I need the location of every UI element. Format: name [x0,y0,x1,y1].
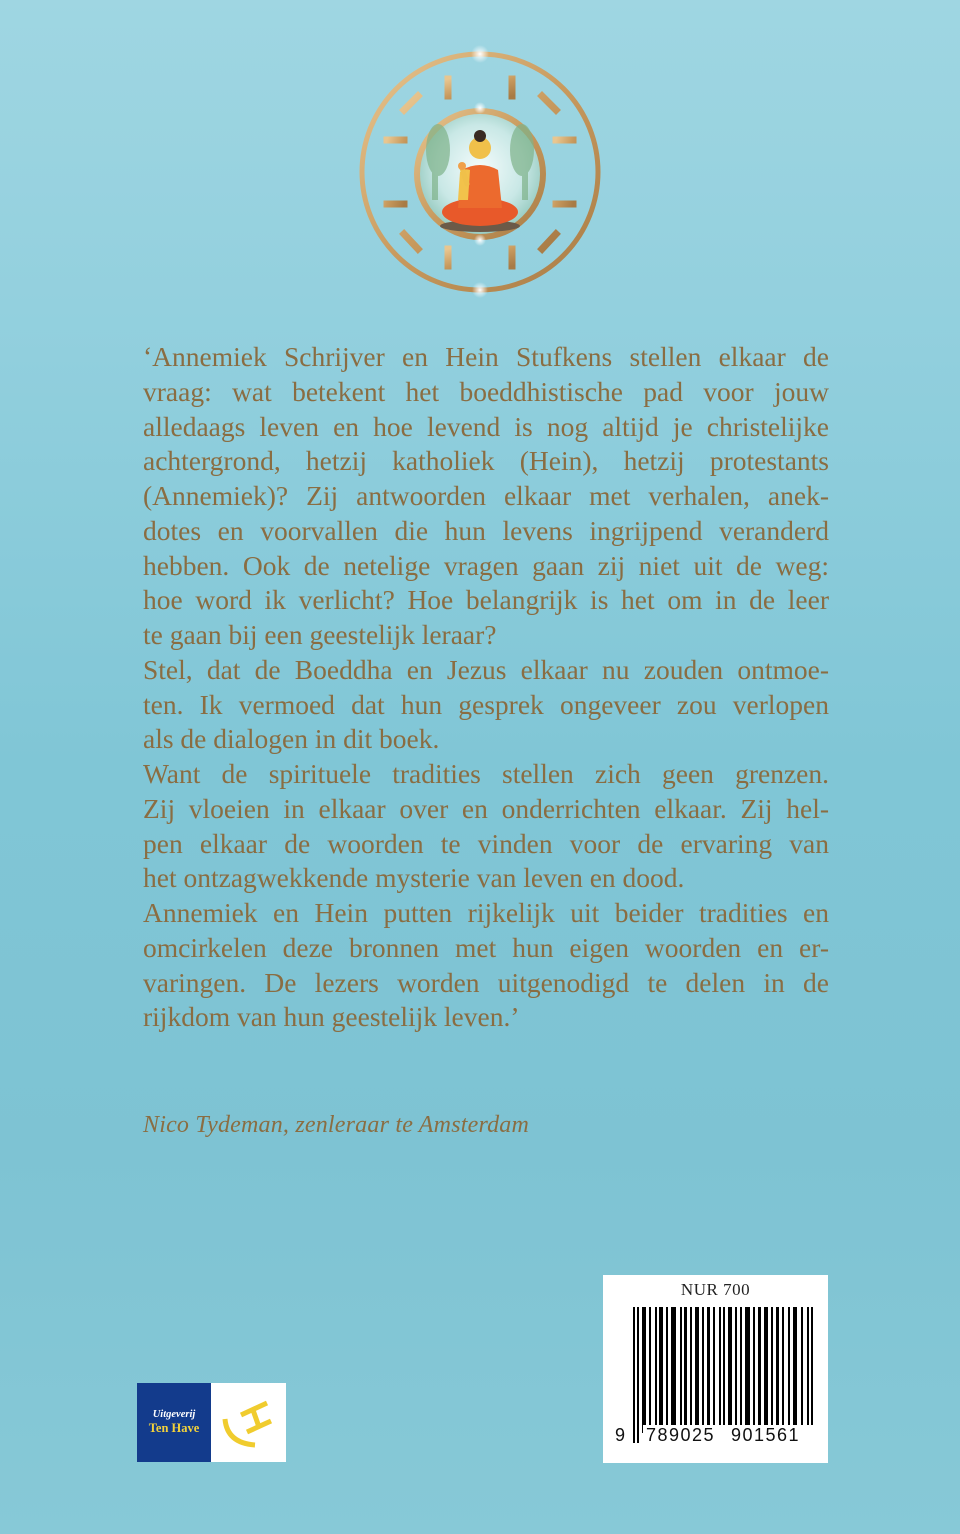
blurb-line: te gaan bij een geestelijk leraar? [143,619,497,650]
publisher-name: Ten Have [148,1421,200,1435]
buddha-medallion [355,40,605,305]
isbn-number [615,1425,820,1446]
isbn-group-1: 789025 [643,1425,726,1446]
blurb-line: omcirkelen deze bronnen met hun eigen woorden en er- [143,931,829,963]
back-cover-blurb [143,340,829,1035]
blurb-line: hoe word ik verlicht? Hoe belangrijk is het om in de leer [143,584,829,616]
isbn-prefix: 9 [615,1425,626,1445]
blurb-line: hebben. Ook de netelige vragen gaan zij niet uit de weg: [143,549,829,581]
publisher-label: Uitgeverij [152,1409,196,1420]
quote-attribution: Nico Tydeman, zenleraar te Amsterdam [143,1112,530,1138]
blurb-line: ‘Annemiek Schrijver en Hein Stufkens stellen elkaar de [143,341,829,372]
barcode-bars-icon [633,1307,813,1443]
publisher-name-block [137,1383,211,1462]
blurb-line: (Annemiek)? Zij antwoorden elkaar met verhalen, anek- [143,480,829,511]
blurb-line: vraag: wat betekent het boeddhistische pad voor jouw [143,375,829,407]
publisher-mark [211,1383,286,1462]
blurb-line: Annemiek en Hein putten rijkelijk uit beider tradities en [143,897,829,928]
nur-code: NUR 700 [680,1280,751,1299]
blurb-line: rijkdom van hun geestelijk leven.’ [143,1001,520,1033]
blurb-line: Want de spirituele tradities stellen zich geen grenzen. [143,758,829,789]
blurb-line: als de dialogen in dit boek. [143,723,440,755]
blurb-line: dotes en voorvallen die hun levens ingrijpend veranderd [143,514,829,546]
blurb-line: ten. Ik vermoed dat hun gesprek ongeveer zou verlopen [143,688,829,720]
blurb-line: Zij vloeien in elkaar over en onderrichten elkaar. Zij hel- [143,792,829,824]
isbn-group-2: 901561 [726,1425,815,1446]
blurb-line: pen elkaar de woorden te vinden voor de ervaring van [143,827,829,859]
blurb-line: Stel, dat de Boeddha en Jezus elkaar nu zouden ontmoe- [143,653,829,685]
blurb-line: varingen. De lezers worden uitgenodigd te delen in de [143,966,829,998]
blurb-line: het ontzagwekkende mysterie van leven en dood. [143,862,685,894]
blurb-line: achtergrond, hetzij katholiek (Hein), hetzij protestants [143,445,829,477]
yellow-h-smile-icon [211,1383,286,1462]
isbn-barcode [603,1275,828,1463]
publisher-logo [137,1383,286,1462]
blurb-line: alledaags leven en hoe levend is nog altijd je christelijke [143,410,829,442]
